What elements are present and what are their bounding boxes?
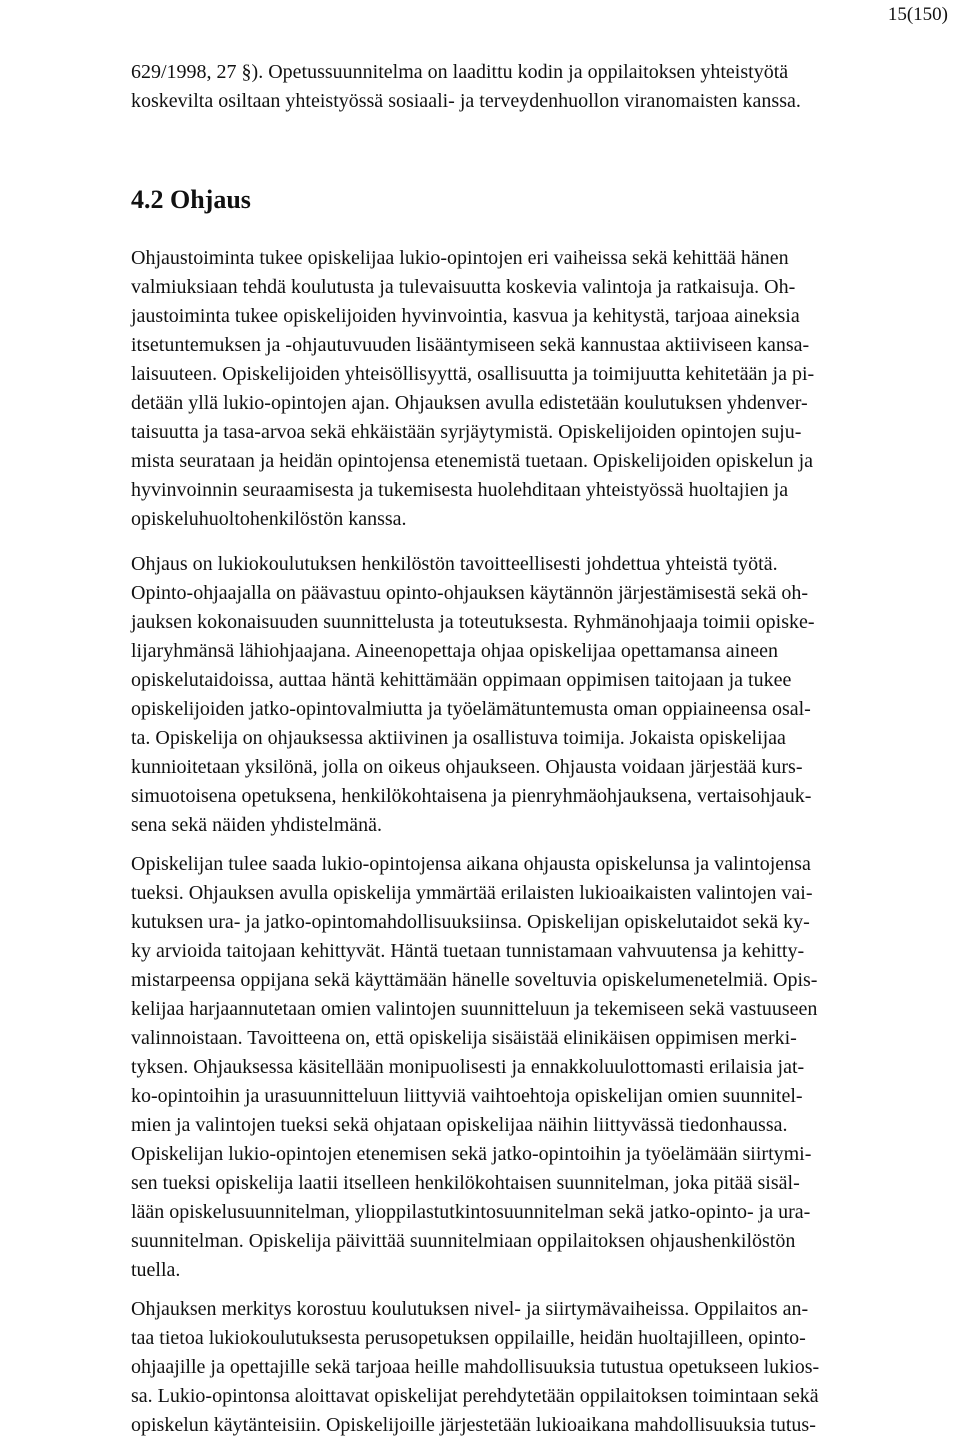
text-line: itsetuntemuksen ja -ohjautuvuuden lisääntymiseen sekä kannustaa aktiiviseen kansa-	[131, 334, 810, 356]
text-line: taa tietoa lukiokoulutuksesta perusopetuksen oppilaille, heidän huoltajilleen, opinto-	[131, 1327, 806, 1349]
text-line: sa. Lukio-opintonsa aloittavat opiskelijat perehdytetään oppilaitoksen toimintaan sekä	[131, 1385, 819, 1407]
page-number: 15(150)	[887, 4, 948, 25]
text-line: mista seurataan ja heidän opintojensa etenemistä tuetaan. Opiskelijoiden opiskelun ja	[131, 450, 814, 472]
paragraph	[131, 1295, 953, 1440]
text-line: Opiskelijan tulee saada lukio-opintojensa aikana ohjausta opiskelunsa ja valintojensa	[131, 853, 811, 875]
heading-text: 4.2 Ohjaus	[131, 185, 251, 214]
text-line: mistarpeensa oppijana sekä käyttämään hänelle soveltuvia opiskelumenetelmiä. Opis-	[131, 969, 818, 991]
text-line: ta. Opiskelija on ohjauksessa aktiivinen ja osallistuva toimija. Jokaista opiskelijaa	[131, 727, 786, 749]
text-line: sena sekä näiden yhdistelmänä.	[131, 814, 383, 836]
text-line: sen tueksi opiskelija laatii itselleen henkilökohtaisen suunnitelman, joka pitää sisäl-	[131, 1172, 800, 1194]
text-line: koskevilta osiltaan yhteistyössä sosiaali- ja terveydenhuollon viranomaisten kanssa.	[131, 90, 801, 112]
text-line: valinnoistaan. Tavoitteena on, että opiskelija sisäistää elinikäisen oppimisen merki-	[131, 1027, 797, 1049]
text-line: hyvinvoinnin seuraamisesta ja tukemisesta huolehditaan yhteistyössä huoltajien ja	[131, 479, 789, 501]
text-line: tuella.	[131, 1259, 181, 1281]
text-line: opiskelutaidoissa, auttaa häntä kehittämään oppimaan oppimisen taitojaan ja tukee	[131, 669, 792, 691]
text-line: Opiskelijan lukio-opintojen etenemisen sekä jatko-opintoihin ja työelämään siirtymi-	[131, 1143, 812, 1165]
text-line: kunnioitetaan yksilönä, jolla on oikeus ohjaukseen. Ohjausta voidaan järjestää kurs-	[131, 756, 803, 778]
text-line: lään opiskelusuunnitelman, ylioppilastutkintosuunnitelman sekä jatko-opinto- ja ura-	[131, 1201, 811, 1223]
text-line: laisuuteen. Opiskelijoiden yhteisöllisyyttä, osallisuutta ja toimijuutta kehitetään ja pi-	[131, 363, 815, 385]
paragraph	[131, 850, 953, 1285]
text-line: opiskeluhuoltohenkilöstön kanssa.	[131, 508, 407, 530]
text-line: lijaryhmänsä lähiohjaajana. Aineenopettaja ohjaa opiskelijaa opettamansa aineen	[131, 640, 778, 662]
text-line: simuotoisena opetuksena, henkilökohtaisena ja pienryhmäohjauksena, vertaisohjauk-	[131, 785, 812, 807]
section-heading	[131, 184, 953, 216]
paragraph	[131, 550, 953, 840]
text-line: mien ja valintojen tueksi sekä ohjataan opiskelijaa näihin liittyvässä tiedonhaussa.	[131, 1114, 788, 1136]
paragraph	[131, 244, 953, 534]
text-line: Opinto-ohjaajalla on päävastuu opinto-ohjauksen käytännön järjestämisestä sekä oh-	[131, 582, 809, 604]
text-line: detään yllä lukio-opintojen ajan. Ohjauksen avulla edistetään koulutuksen yhdenver-	[131, 392, 808, 414]
text-line: suunnitelman. Opiskelija päivittää suunnitelmiaan oppilaitoksen ohjaushenkilöstön	[131, 1230, 796, 1252]
text-line: ko-opintoihin ja urasuunnitteluun liittyviä vaihtoehtoja opiskelijan omien suunnitel-	[131, 1085, 803, 1107]
text-line: valmiuksiaan tehdä koulutusta ja tulevaisuutta koskevia valintoja ja ratkaisuja. Oh-	[131, 276, 796, 298]
text-line: Ohjaus on lukiokoulutuksen henkilöstön tavoitteellisesti johdettua yhteistä työtä.	[131, 553, 778, 575]
text-line: taisuutta ja tasa-arvoa sekä ehkäistään syrjäytymistä. Opiskelijoiden opintojen suju-	[131, 421, 802, 443]
text-line: ky arvioida taitojaan kehittyvät. Häntä tuetaan tunnistamaan vahvuutensa ja kehitty-	[131, 940, 805, 962]
text-line: jauksen kokonaisuuden suunnittelusta ja toteutuksesta. Ryhmänohjaaja toimii opiske-	[131, 611, 815, 633]
text-line: Ohjaustoiminta tukee opiskelijaa lukio-opintojen eri vaiheissa sekä kehittää hänen	[131, 247, 789, 269]
text-line: Ohjauksen merkitys korostuu koulutuksen nivel- ja siirtymävaiheissa. Oppilaitos an-	[131, 1298, 809, 1320]
text-line: kutuksen ura- ja jatko-opintomahdollisuuksiinsa. Opiskelijan opiskelutaidot sekä ky-	[131, 911, 810, 933]
paragraph	[131, 58, 953, 116]
text-line: jaustoiminta tukee opiskelijoiden hyvinvointia, kasvua ja kehitystä, tarjoaa aineksia	[131, 305, 800, 327]
text-line: kelijaa harjaannutetaan omien valintojen suunnitteluun ja tekemiseen sekä vastuuseen	[131, 998, 818, 1020]
text-line: tueksi. Ohjauksen avulla opiskelija ymmärtää erilaisten lukioaikaisten valintojen vai-	[131, 882, 813, 904]
text-line: tyksen. Ohjauksessa käsitellään monipuolisesti ja ennakkoluulottomasti erilaisia jat-	[131, 1056, 805, 1078]
text-line: opiskelijoiden jatko-opintovalmiutta ja työelämätuntemusta oman oppiaineensa osal-	[131, 698, 811, 720]
text-line: opiskelun käytänteisiin. Opiskelijoille järjestetään lukioaikana mahdollisuuksia tutus-	[131, 1414, 816, 1436]
text-line: 629/1998, 27 §). Opetussuunnitelma on laadittu kodin ja oppilaitoksen yhteistyötä	[131, 61, 789, 83]
text-line: ohjaajille ja opettajille sekä tarjoaa heille mahdollisuuksia tutustua opetukseen lukios-	[131, 1356, 820, 1378]
